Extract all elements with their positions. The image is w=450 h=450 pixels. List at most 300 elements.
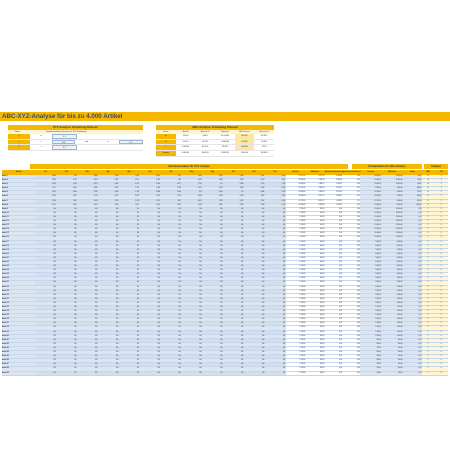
abc-cell[interactable]: 95,00% bbox=[235, 140, 255, 145]
table-cell[interactable]: 1,00 bbox=[403, 294, 422, 297]
table-cell[interactable]: 100 bbox=[244, 302, 265, 305]
table-cell[interactable]: 100 bbox=[160, 273, 181, 276]
table-cell[interactable]: 100 bbox=[223, 331, 244, 334]
table-cell[interactable]: 0,00 bbox=[325, 367, 343, 370]
table-cell[interactable]: 1.200,00 bbox=[381, 326, 402, 329]
table-cell[interactable]: 20.000,00 bbox=[360, 183, 381, 186]
table-cell[interactable]: 100 bbox=[202, 245, 223, 248]
table-cell[interactable]: 100 bbox=[35, 343, 56, 346]
table-cell[interactable]: 100,00 bbox=[306, 355, 325, 358]
table-cell[interactable]: 1,00 bbox=[403, 273, 422, 276]
table-cell[interactable]: X bbox=[435, 310, 448, 313]
table-cell[interactable]: 100 bbox=[119, 351, 140, 354]
table-cell[interactable]: 100 bbox=[244, 306, 265, 309]
table-cell[interactable]: 18.000,00 bbox=[381, 212, 402, 215]
table-cell[interactable]: X bbox=[435, 372, 448, 375]
table-cell[interactable]: 0,00 bbox=[325, 298, 343, 301]
table-cell[interactable]: 100 bbox=[98, 355, 119, 358]
table-cell[interactable]: 100 bbox=[77, 322, 98, 325]
table-cell[interactable]: 100 bbox=[202, 322, 223, 325]
table-cell[interactable]: C bbox=[422, 216, 435, 219]
table-cell[interactable]: 100 bbox=[56, 294, 77, 297]
table-cell[interactable]: 10.000,00 bbox=[360, 236, 381, 239]
table-cell[interactable]: X bbox=[435, 216, 448, 219]
table-cell[interactable]: 5.961 bbox=[98, 183, 119, 186]
table-cell[interactable]: 100 bbox=[223, 245, 244, 248]
table-cell[interactable]: 100 bbox=[35, 249, 56, 252]
table-cell[interactable]: 0,00 bbox=[325, 265, 343, 268]
table-cell[interactable]: 100 bbox=[98, 265, 119, 268]
table-cell[interactable]: 100 bbox=[160, 216, 181, 219]
table-cell[interactable]: 100 bbox=[244, 310, 265, 313]
table-cell[interactable]: 100 bbox=[139, 335, 160, 338]
table-cell[interactable]: 1.200,00 bbox=[286, 351, 306, 354]
table-cell[interactable]: 100 bbox=[181, 236, 202, 239]
table-cell[interactable]: 6.240 bbox=[202, 204, 223, 207]
table-cell[interactable]: 2.000,00 bbox=[381, 294, 402, 297]
table-cell[interactable]: 0,00 bbox=[325, 241, 343, 244]
table-cell[interactable]: 4.817 bbox=[98, 195, 119, 198]
table-cell[interactable]: 100 bbox=[139, 212, 160, 215]
table-cell[interactable]: 0,00 bbox=[342, 347, 360, 350]
table-cell[interactable]: 100 bbox=[35, 314, 56, 317]
table-cell[interactable]: 1,00 bbox=[403, 306, 422, 309]
table-cell[interactable]: X bbox=[435, 212, 448, 215]
table-cell[interactable]: 100 bbox=[77, 294, 98, 297]
table-cell[interactable]: 100 bbox=[98, 269, 119, 272]
table-cell[interactable]: 100 bbox=[202, 232, 223, 235]
table-cell[interactable]: 100 bbox=[119, 343, 140, 346]
table-cell[interactable]: C bbox=[422, 277, 435, 280]
table-cell[interactable]: 8.386 bbox=[139, 191, 160, 194]
table-cell[interactable]: 351 bbox=[181, 191, 202, 194]
table-cell[interactable]: 100 bbox=[265, 318, 286, 321]
table-cell[interactable]: 100 bbox=[98, 310, 119, 313]
table-cell[interactable]: 100 bbox=[35, 273, 56, 276]
table-cell[interactable]: 100 bbox=[265, 224, 286, 227]
table-cell[interactable]: 1.200,00 bbox=[286, 224, 306, 227]
table-cell[interactable]: 1.200,00 bbox=[286, 253, 306, 256]
table-cell[interactable]: 100 bbox=[181, 363, 202, 366]
table-cell[interactable]: 100 bbox=[160, 351, 181, 354]
table-cell[interactable]: 100 bbox=[202, 208, 223, 211]
table-cell[interactable]: 900,00 bbox=[381, 339, 402, 342]
table-cell[interactable]: 100 bbox=[265, 277, 286, 280]
table-cell[interactable]: 100 bbox=[98, 216, 119, 219]
table-cell[interactable]: 100 bbox=[139, 281, 160, 284]
table-cell[interactable]: 100 bbox=[139, 355, 160, 358]
table-cell[interactable]: 100 bbox=[139, 245, 160, 248]
table-cell[interactable]: 100 bbox=[56, 314, 77, 317]
table-cell[interactable]: 0,00 bbox=[325, 253, 343, 256]
table-cell[interactable]: 100 bbox=[160, 286, 181, 289]
table-cell[interactable]: 100 bbox=[244, 290, 265, 293]
table-cell[interactable]: 100 bbox=[244, 372, 265, 375]
table-cell[interactable]: 100 bbox=[35, 302, 56, 305]
table-cell[interactable]: 100 bbox=[35, 367, 56, 370]
table-cell[interactable]: 100 bbox=[202, 281, 223, 284]
table-cell[interactable]: 7.801 bbox=[265, 179, 286, 182]
table-cell[interactable]: 3.203,18 bbox=[325, 200, 343, 203]
column-header[interactable]: ABC bbox=[426, 171, 431, 173]
table-cell[interactable]: 100 bbox=[77, 363, 98, 366]
table-cell[interactable]: 100 bbox=[265, 245, 286, 248]
table-cell[interactable]: 100 bbox=[119, 265, 140, 268]
table-cell[interactable]: 100 bbox=[223, 306, 244, 309]
table-cell[interactable]: 7.667 bbox=[160, 200, 181, 203]
table-cell[interactable]: 100 bbox=[98, 224, 119, 227]
abc-cell[interactable]: 100,00% bbox=[201, 152, 209, 155]
table-cell[interactable]: 1,00 bbox=[403, 290, 422, 293]
column-header[interactable]: Umsatz bbox=[367, 171, 374, 173]
table-cell[interactable]: 200,00 bbox=[360, 367, 381, 370]
table-cell[interactable]: 9.000,00 bbox=[360, 241, 381, 244]
table-cell[interactable]: C bbox=[422, 302, 435, 305]
table-cell[interactable]: 100 bbox=[56, 257, 77, 260]
table-cell[interactable]: 2.014 bbox=[181, 187, 202, 190]
table-cell[interactable]: 100 bbox=[35, 339, 56, 342]
table-cell[interactable]: C bbox=[422, 281, 435, 284]
table-cell[interactable]: 100 bbox=[160, 335, 181, 338]
table-cell[interactable]: 100 bbox=[56, 355, 77, 358]
table-cell[interactable]: 100 bbox=[119, 372, 140, 375]
table-cell[interactable]: 100 bbox=[56, 343, 77, 346]
article-name-cell[interactable]: Artikel 4 bbox=[2, 187, 35, 190]
table-cell[interactable]: 100 bbox=[119, 220, 140, 223]
table-cell[interactable]: 29.170,00 bbox=[360, 200, 381, 203]
table-cell[interactable]: 0,00 bbox=[342, 302, 360, 305]
table-cell[interactable]: 100 bbox=[223, 298, 244, 301]
table-cell[interactable]: 100 bbox=[202, 277, 223, 280]
table-cell[interactable]: 100 bbox=[244, 257, 265, 260]
table-cell[interactable]: C bbox=[422, 228, 435, 231]
table-cell[interactable]: 100 bbox=[181, 290, 202, 293]
article-name-cell[interactable]: Artikel 22 bbox=[2, 261, 35, 264]
table-cell[interactable]: 10.000,00 bbox=[381, 179, 402, 182]
table-cell[interactable]: 100 bbox=[265, 261, 286, 264]
article-name-cell[interactable]: Artikel 47 bbox=[2, 363, 35, 366]
table-cell[interactable]: 0,00 bbox=[342, 236, 360, 239]
table-cell[interactable]: 700,00 bbox=[360, 347, 381, 350]
table-cell[interactable]: 1.248 bbox=[119, 200, 140, 203]
table-cell[interactable]: 100 bbox=[98, 249, 119, 252]
table-cell[interactable]: 100 bbox=[119, 310, 140, 313]
table-cell[interactable]: 100,00 bbox=[306, 236, 325, 239]
table-cell[interactable]: 100 bbox=[223, 208, 244, 211]
table-cell[interactable]: 13.000,00 bbox=[381, 224, 402, 227]
table-cell[interactable]: 5.821,17 bbox=[306, 195, 325, 198]
table-cell[interactable]: 100 bbox=[244, 363, 265, 366]
abc-cell[interactable]: 3.208,00 bbox=[182, 146, 189, 149]
table-cell[interactable]: C bbox=[422, 286, 435, 289]
table-cell[interactable]: 100 bbox=[202, 290, 223, 293]
table-cell[interactable]: 100 bbox=[244, 331, 265, 334]
xyz-cell[interactable]: 0,1 bbox=[52, 145, 76, 150]
table-cell[interactable]: 100 bbox=[56, 367, 77, 370]
table-cell[interactable]: 100 bbox=[35, 306, 56, 309]
table-cell[interactable]: 100,00 bbox=[306, 343, 325, 346]
table-cell[interactable]: 100 bbox=[98, 253, 119, 256]
table-cell[interactable]: 0,66 bbox=[342, 175, 360, 178]
article-name-cell[interactable]: Artikel 8 bbox=[2, 204, 35, 207]
column-header[interactable]: Dez bbox=[273, 171, 277, 173]
table-cell[interactable]: 100 bbox=[244, 326, 265, 329]
table-cell[interactable]: 100 bbox=[119, 269, 140, 272]
article-name-cell[interactable]: Artikel 44 bbox=[2, 351, 35, 354]
article-name-cell[interactable]: Artikel 25 bbox=[2, 273, 35, 276]
article-name-cell[interactable]: Artikel 30 bbox=[2, 294, 35, 297]
table-cell[interactable]: 100 bbox=[202, 331, 223, 334]
abc-cell[interactable]: 199,00 bbox=[182, 135, 189, 137]
table-cell[interactable]: 100 bbox=[139, 326, 160, 329]
article-name-cell[interactable]: Artikel 10 bbox=[2, 212, 35, 215]
table-cell[interactable]: 8.702 bbox=[223, 200, 244, 203]
table-cell[interactable]: X bbox=[435, 277, 448, 280]
table-cell[interactable]: C bbox=[422, 310, 435, 313]
table-cell[interactable]: 100 bbox=[265, 298, 286, 301]
table-cell[interactable]: 0,00 bbox=[342, 331, 360, 334]
table-cell[interactable]: 100 bbox=[202, 298, 223, 301]
table-cell[interactable]: 100 bbox=[119, 249, 140, 252]
table-cell[interactable]: 100 bbox=[56, 302, 77, 305]
table-cell[interactable]: 56.152,00 bbox=[286, 175, 306, 178]
table-cell[interactable]: 1.900,00 bbox=[381, 298, 402, 301]
table-cell[interactable]: 18.000,00 bbox=[360, 212, 381, 215]
table-cell[interactable]: 2.765 bbox=[77, 191, 98, 194]
table-cell[interactable]: 100 bbox=[77, 331, 98, 334]
table-cell[interactable]: X bbox=[435, 335, 448, 338]
table-cell[interactable]: 7.524 bbox=[160, 195, 181, 198]
table-cell[interactable]: 100 bbox=[35, 363, 56, 366]
table-cell[interactable]: 3.000,00 bbox=[381, 273, 402, 276]
table-cell[interactable]: 100 bbox=[181, 208, 202, 211]
table-cell[interactable]: C bbox=[422, 343, 435, 346]
abc-cell[interactable]: 80,20% bbox=[202, 146, 209, 149]
table-cell[interactable]: 100 bbox=[223, 347, 244, 350]
table-cell[interactable]: 2.600,00 bbox=[360, 281, 381, 284]
table-cell[interactable]: 0,71 bbox=[342, 200, 360, 203]
table-cell[interactable]: 100 bbox=[98, 281, 119, 284]
table-cell[interactable]: 1.400,00 bbox=[381, 318, 402, 321]
table-cell[interactable]: 0,42 bbox=[342, 179, 360, 182]
table-cell[interactable]: 100 bbox=[160, 212, 181, 215]
table-cell[interactable]: 100 bbox=[181, 355, 202, 358]
table-cell[interactable]: 100 bbox=[223, 286, 244, 289]
table-cell[interactable]: 51.617,00 bbox=[286, 187, 306, 190]
column-header[interactable]: Jan bbox=[44, 171, 48, 173]
table-cell[interactable]: 100 bbox=[202, 310, 223, 313]
table-cell[interactable]: 100 bbox=[181, 359, 202, 362]
table-cell[interactable]: 13.000,00 bbox=[360, 224, 381, 227]
table-cell[interactable]: 100 bbox=[223, 253, 244, 256]
table-cell[interactable]: 100 bbox=[77, 253, 98, 256]
table-cell[interactable]: 100 bbox=[56, 310, 77, 313]
table-cell[interactable]: 1,00 bbox=[403, 322, 422, 325]
table-cell[interactable]: 100 bbox=[244, 236, 265, 239]
table-cell[interactable]: 1.200,00 bbox=[286, 298, 306, 301]
table-cell[interactable]: 100 bbox=[265, 281, 286, 284]
table-cell[interactable]: 11.000,00 bbox=[360, 232, 381, 235]
table-cell[interactable]: 1.302 bbox=[56, 200, 77, 203]
table-cell[interactable]: 100 bbox=[98, 363, 119, 366]
table-cell[interactable]: 100 bbox=[223, 372, 244, 375]
table-cell[interactable]: 100 bbox=[98, 277, 119, 280]
table-cell[interactable]: 0,00 bbox=[342, 253, 360, 256]
table-cell[interactable]: 0,00 bbox=[325, 208, 343, 211]
table-cell[interactable]: 100 bbox=[98, 367, 119, 370]
table-cell[interactable]: 20.000,00 bbox=[381, 208, 402, 211]
table-cell[interactable]: C bbox=[422, 318, 435, 321]
table-cell[interactable]: 100 bbox=[202, 216, 223, 219]
article-name-cell[interactable]: Artikel 6 bbox=[2, 195, 35, 198]
table-cell[interactable]: 18.100,00 bbox=[360, 191, 381, 194]
table-cell[interactable]: 15.000,00 bbox=[381, 216, 402, 219]
table-cell[interactable]: 1.200,00 bbox=[286, 363, 306, 366]
table-cell[interactable]: 1.987 bbox=[202, 200, 223, 203]
table-cell[interactable]: 100 bbox=[98, 343, 119, 346]
table-cell[interactable]: X bbox=[435, 294, 448, 297]
table-cell[interactable]: 61.173,00 bbox=[286, 200, 306, 203]
table-cell[interactable]: 100 bbox=[139, 298, 160, 301]
table-cell[interactable]: 7.987 bbox=[244, 200, 265, 203]
table-cell[interactable]: 0,00 bbox=[342, 298, 360, 301]
table-cell[interactable]: X bbox=[435, 208, 448, 211]
table-cell[interactable]: 100,00 bbox=[306, 220, 325, 223]
table-cell[interactable]: 100 bbox=[181, 302, 202, 305]
table-cell[interactable]: 1,00 bbox=[403, 343, 422, 346]
table-cell[interactable]: 100 bbox=[98, 347, 119, 350]
table-cell[interactable]: C bbox=[422, 335, 435, 338]
xyz-cell[interactable]: <= bbox=[40, 135, 43, 137]
table-cell[interactable]: 100 bbox=[181, 322, 202, 325]
table-cell[interactable]: 100 bbox=[265, 228, 286, 231]
table-cell[interactable]: 7.745 bbox=[265, 183, 286, 186]
table-cell[interactable]: 100,00 bbox=[306, 310, 325, 313]
table-cell[interactable]: 1.200,00 bbox=[286, 261, 306, 264]
table-cell[interactable]: 100,00 bbox=[306, 347, 325, 350]
table-cell[interactable]: 100 bbox=[244, 265, 265, 268]
table-cell[interactable]: 100 bbox=[223, 290, 244, 293]
article-name-cell[interactable]: Artikel 3 bbox=[2, 183, 35, 186]
table-cell[interactable]: 100 bbox=[35, 277, 56, 280]
table-cell[interactable]: 1,00 bbox=[403, 372, 422, 375]
table-cell[interactable]: 100 bbox=[139, 310, 160, 313]
table-cell[interactable]: 100 bbox=[77, 265, 98, 268]
table-cell[interactable]: 7.000,00 bbox=[381, 195, 402, 198]
table-cell[interactable]: 0,51 bbox=[342, 187, 360, 190]
table-cell[interactable]: 100 bbox=[265, 208, 286, 211]
table-cell[interactable]: 100 bbox=[35, 294, 56, 297]
table-cell[interactable]: 200,00 bbox=[381, 367, 402, 370]
table-cell[interactable]: 566,00 bbox=[403, 195, 422, 198]
table-cell[interactable]: 100 bbox=[56, 261, 77, 264]
table-cell[interactable]: 100 bbox=[223, 257, 244, 260]
table-cell[interactable]: 5.270 bbox=[77, 195, 98, 198]
table-cell[interactable]: 2.460 bbox=[98, 204, 119, 207]
table-cell[interactable]: 3.000,00 bbox=[360, 273, 381, 276]
table-cell[interactable]: 3.466 bbox=[35, 175, 56, 178]
table-cell[interactable]: 0,00 bbox=[325, 273, 343, 276]
table-cell[interactable]: 100 bbox=[265, 331, 286, 334]
table-cell[interactable]: 100 bbox=[202, 347, 223, 350]
table-cell[interactable]: 100 bbox=[265, 310, 286, 313]
table-cell[interactable]: 0,00 bbox=[342, 273, 360, 276]
table-cell[interactable]: C bbox=[422, 339, 435, 342]
table-cell[interactable]: 100 bbox=[265, 249, 286, 252]
table-cell[interactable]: 100 bbox=[56, 245, 77, 248]
table-cell[interactable]: 100 bbox=[244, 314, 265, 317]
table-cell[interactable]: 100 bbox=[265, 236, 286, 239]
table-cell[interactable]: 100 bbox=[98, 257, 119, 260]
table-cell[interactable]: 100,00 bbox=[306, 298, 325, 301]
table-cell[interactable]: 100 bbox=[56, 249, 77, 252]
table-cell[interactable]: 11.000,00 bbox=[381, 232, 402, 235]
table-cell[interactable]: 8.305 bbox=[139, 183, 160, 186]
table-cell[interactable]: 100 bbox=[35, 228, 56, 231]
table-cell[interactable]: 100 bbox=[35, 245, 56, 248]
table-cell[interactable]: 100 bbox=[265, 286, 286, 289]
article-name-cell[interactable]: Artikel 39 bbox=[2, 331, 35, 334]
table-cell[interactable]: 100 bbox=[160, 245, 181, 248]
table-cell[interactable]: 100,00 bbox=[306, 224, 325, 227]
table-cell[interactable]: 100 bbox=[160, 236, 181, 239]
table-cell[interactable]: 100 bbox=[98, 306, 119, 309]
table-cell[interactable]: 1.260 bbox=[98, 175, 119, 178]
table-cell[interactable]: 100 bbox=[139, 359, 160, 362]
table-cell[interactable]: X bbox=[435, 359, 448, 362]
table-cell[interactable]: C bbox=[422, 232, 435, 235]
table-cell[interactable]: 25.000,00 bbox=[360, 208, 381, 211]
table-cell[interactable]: 1,00 bbox=[403, 347, 422, 350]
table-cell[interactable]: 6.471 bbox=[160, 183, 181, 186]
table-cell[interactable]: 100 bbox=[265, 232, 286, 235]
table-cell[interactable]: Z bbox=[435, 187, 448, 190]
table-cell[interactable]: 8.124 bbox=[119, 195, 140, 198]
table-cell[interactable]: 100 bbox=[160, 232, 181, 235]
table-cell[interactable]: 100 bbox=[35, 286, 56, 289]
table-cell[interactable]: 100 bbox=[77, 298, 98, 301]
table-cell[interactable]: 100 bbox=[181, 326, 202, 329]
table-cell[interactable]: 4.979 bbox=[202, 195, 223, 198]
table-cell[interactable]: 100 bbox=[119, 245, 140, 248]
table-cell[interactable]: 1.118 bbox=[265, 191, 286, 194]
table-cell[interactable]: 8.505 bbox=[202, 191, 223, 194]
table-cell[interactable]: 100 bbox=[119, 359, 140, 362]
table-cell[interactable]: 611 bbox=[202, 183, 223, 186]
table-cell[interactable]: 100 bbox=[119, 286, 140, 289]
table-cell[interactable]: 100 bbox=[77, 335, 98, 338]
article-name-cell[interactable]: Artikel 7 bbox=[2, 200, 35, 203]
table-cell[interactable]: 1.200,00 bbox=[286, 290, 306, 293]
table-cell[interactable]: 0,00 bbox=[342, 281, 360, 284]
table-cell[interactable]: 4.610 bbox=[119, 179, 140, 182]
table-cell[interactable]: 1.400,00 bbox=[360, 318, 381, 321]
table-cell[interactable]: 1,00 bbox=[403, 339, 422, 342]
table-cell[interactable]: 1.200,00 bbox=[286, 322, 306, 325]
table-cell[interactable]: 100 bbox=[160, 269, 181, 272]
table-cell[interactable]: 100 bbox=[119, 302, 140, 305]
table-cell[interactable]: 100 bbox=[244, 277, 265, 280]
table-cell[interactable]: 100 bbox=[244, 220, 265, 223]
table-cell[interactable]: 4.038 bbox=[56, 187, 77, 190]
table-cell[interactable]: 100 bbox=[139, 241, 160, 244]
table-cell[interactable]: X bbox=[435, 269, 448, 272]
table-cell[interactable]: 100 bbox=[119, 224, 140, 227]
table-cell[interactable]: 100,00 bbox=[306, 232, 325, 235]
table-cell[interactable]: 3.560 bbox=[181, 204, 202, 207]
table-cell[interactable]: C bbox=[422, 326, 435, 329]
table-cell[interactable]: 100 bbox=[244, 355, 265, 358]
